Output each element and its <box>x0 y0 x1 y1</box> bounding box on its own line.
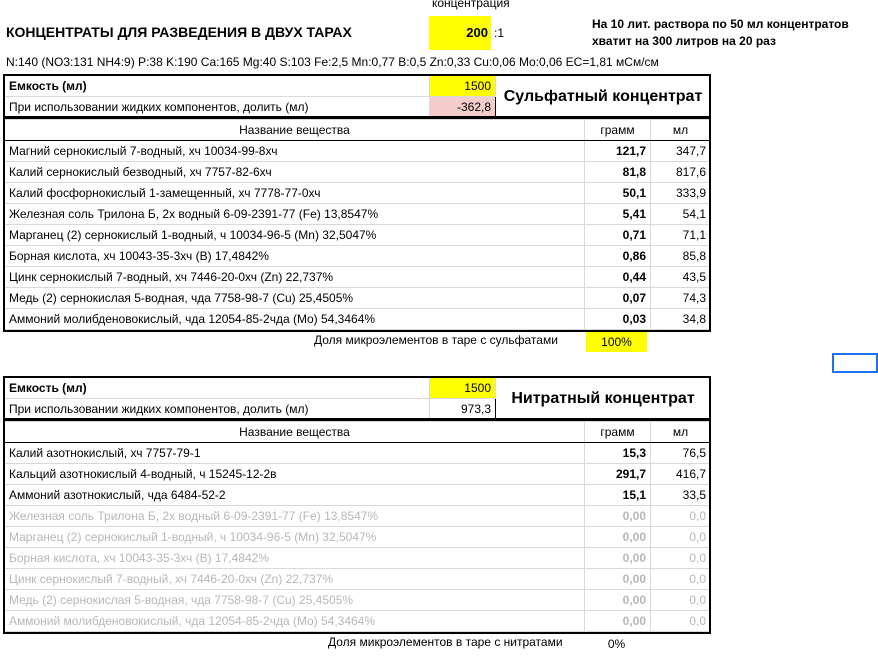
note-line-2: хватит на 300 литров на 20 раз <box>592 34 776 48</box>
sulfate-title: Сульфатный концентрат <box>496 76 711 118</box>
sulfate-share-value[interactable]: 100% <box>586 332 647 352</box>
nitrate-row <box>5 443 711 464</box>
sulfate-component-name: Борная кислота, хч 10043-35-3хч (B) 17,4842% <box>5 246 585 267</box>
sulfate-component-name: Марганец (2) сернокислый 1-водный, ч 10034-96-5 (Mn) 32,5047% <box>5 225 585 246</box>
sulfate-topup-label: При использовании жидких компонентов, долить (мл) <box>5 97 430 118</box>
nitrate-components-table <box>4 421 711 632</box>
sulfate-component-ml: 85,8 <box>651 246 711 267</box>
nitrate-row <box>5 485 711 506</box>
nitrate-component-ml: 0,0 <box>651 611 711 632</box>
sulfate-component-ml: 74,3 <box>651 288 711 309</box>
nitrate-col-name: Название вещества <box>5 422 585 443</box>
sulfate-row <box>5 141 711 162</box>
nitrate-component-gram: 15,1 <box>585 485 651 506</box>
nitrate-component-gram: 0,00 <box>585 527 651 548</box>
sulfate-component-name: Железная соль Трилона Б, 2х водный 6-09-2391-77 (Fe) 13,8547% <box>5 204 585 225</box>
nitrate-row <box>5 506 711 527</box>
sulfate-row <box>5 288 711 309</box>
sulfate-col-name: Название вещества <box>5 120 585 141</box>
sulfate-component-gram: 5,41 <box>585 204 651 225</box>
nitrate-component-gram: 291,7 <box>585 464 651 485</box>
sulfate-component-gram: 0,03 <box>585 309 651 330</box>
sulfate-table <box>4 75 711 118</box>
nutrient-formula: N:140 (NO3:131 NH4:9) P:38 K:190 Ca:165 Mg:40 S:103 Fe:2,5 Mn:0,77 B:0,5 Zn:0,33 Cu:0,06 Mo:0,06 EC=1,81 мСм/см <box>6 55 659 69</box>
sulfate-component-gram: 0,07 <box>585 288 651 309</box>
nitrate-row <box>5 590 711 611</box>
concentration-label: концентрация <box>432 0 510 10</box>
nitrate-topup-value: 973,3 <box>430 399 496 420</box>
nitrate-component-gram: 0,00 <box>585 548 651 569</box>
sulfate-components-table <box>4 119 711 330</box>
page-title: КОНЦЕНТРАТЫ ДЛЯ РАЗВЕДЕНИЯ В ДВУХ ТАРАХ <box>6 24 352 40</box>
sulfate-component-ml: 54,1 <box>651 204 711 225</box>
ratio-input[interactable]: 200 <box>429 16 491 50</box>
nitrate-title: Нитратный концентрат <box>496 378 711 420</box>
sulfate-row <box>5 183 711 204</box>
nitrate-component-name: Борная кислота, хч 10043-35-3хч (B) 17,4842% <box>5 548 585 569</box>
note-line-1: На 10 лит. раствора по 50 мл концентратов <box>592 17 849 31</box>
nitrate-component-name: Калий азотнокислый, хч 7757-79-1 <box>5 443 585 464</box>
nitrate-component-name: Аммоний азотнокислый, чда 6484-52-2 <box>5 485 585 506</box>
sulfate-component-gram: 0,86 <box>585 246 651 267</box>
nitrate-component-name: Железная соль Трилона Б, 2х водный 6-09-2391-77 (Fe) 13,8547% <box>5 506 585 527</box>
nitrate-component-gram: 0,00 <box>585 506 651 527</box>
nitrate-component-name: Марганец (2) сернокислый 1-водный, ч 10034-96-5 (Mn) 32,5047% <box>5 527 585 548</box>
nitrate-col-gram: грамм <box>585 422 651 443</box>
sulfate-component-name: Калий сернокислый безводный, хч 7757-82-6хч <box>5 162 585 183</box>
nitrate-table <box>4 377 711 420</box>
nitrate-topup-label: При использовании жидких компонентов, долить (мл) <box>5 399 430 420</box>
sulfate-share-label: Доля микроэлементов в таре с сульфатами <box>314 333 558 347</box>
sulfate-component-ml: 34,8 <box>651 309 711 330</box>
nitrate-component-gram: 0,00 <box>585 611 651 632</box>
sulfate-component-gram: 50,1 <box>585 183 651 204</box>
nitrate-component-ml: 0,0 <box>651 527 711 548</box>
nitrate-component-ml: 0,0 <box>651 569 711 590</box>
sulfate-component-gram: 0,44 <box>585 267 651 288</box>
nitrate-row <box>5 548 711 569</box>
sulfate-component-ml: 347,7 <box>651 141 711 162</box>
sulfate-component-name: Цинк сернокислый 7-водный, хч 7446-20-0хч (Zn) 22,737% <box>5 267 585 288</box>
nitrate-component-name: Кальций азотнокислый 4-водный, ч 15245-12-2в <box>5 464 585 485</box>
cell-selection[interactable] <box>832 353 878 373</box>
sulfate-component-name: Медь (2) сернокислая 5-водная, чда 7758-98-7 (Cu) 25,4505% <box>5 288 585 309</box>
sulfate-topup-value: -362,8 <box>430 97 496 118</box>
ratio-suffix: :1 <box>494 26 505 40</box>
sulfate-component-name: Калий фосфорнокислый 1-замещенный, хч 7778-77-0хч <box>5 183 585 204</box>
sulfate-row <box>5 309 711 330</box>
nitrate-col-ml: мл <box>651 422 711 443</box>
nitrate-row <box>5 569 711 590</box>
nitrate-component-name: Цинк сернокислый 7-водный, хч 7446-20-0хч (Zn) 22,737% <box>5 569 585 590</box>
sulfate-component-ml: 71,1 <box>651 225 711 246</box>
sulfate-capacity-label: Емкость (мл) <box>5 76 430 97</box>
nitrate-capacity-label: Емкость (мл) <box>5 378 430 399</box>
sulfate-col-ml: мл <box>651 120 711 141</box>
sulfate-component-name: Магний сернокислый 7-водный, хч 10034-99-8хч <box>5 141 585 162</box>
nitrate-row <box>5 611 711 632</box>
nitrate-component-ml: 0,0 <box>651 590 711 611</box>
sulfate-component-ml: 43,5 <box>651 267 711 288</box>
sulfate-row <box>5 204 711 225</box>
nitrate-component-ml: 416,7 <box>651 464 711 485</box>
sulfate-row <box>5 162 711 183</box>
nitrate-component-ml: 0,0 <box>651 548 711 569</box>
nitrate-capacity-input[interactable]: 1500 <box>430 378 496 399</box>
sulfate-component-ml: 333,9 <box>651 183 711 204</box>
sulfate-component-name: Аммоний молибденовокислый, чда 12054-85-2чда (Mo) 54,3464% <box>5 309 585 330</box>
sulfate-component-gram: 0,71 <box>585 225 651 246</box>
nitrate-component-name: Аммоний молибденовокислый, чда 12054-85-2чда (Mo) 54,3464% <box>5 611 585 632</box>
sulfate-capacity-input[interactable]: 1500 <box>430 76 496 97</box>
nitrate-component-gram: 0,00 <box>585 590 651 611</box>
nitrate-component-ml: 76,5 <box>651 443 711 464</box>
nitrate-row <box>5 464 711 485</box>
nitrate-share-value: 0% <box>607 637 626 651</box>
nitrate-component-gram: 15,3 <box>585 443 651 464</box>
sulfate-component-ml: 817,6 <box>651 162 711 183</box>
sulfate-col-gram: грамм <box>585 120 651 141</box>
nitrate-component-name: Медь (2) сернокислая 5-водная, чда 7758-98-7 (Cu) 25,4505% <box>5 590 585 611</box>
nitrate-row <box>5 527 711 548</box>
sulfate-component-gram: 121,7 <box>585 141 651 162</box>
nitrate-component-ml: 33,5 <box>651 485 711 506</box>
nitrate-component-ml: 0,0 <box>651 506 711 527</box>
nitrate-component-gram: 0,00 <box>585 569 651 590</box>
nitrate-share-label: Доля микроэлементов в таре с нитратами <box>328 635 563 649</box>
sulfate-component-gram: 81,8 <box>585 162 651 183</box>
sulfate-row <box>5 246 711 267</box>
sulfate-row <box>5 267 711 288</box>
sulfate-row <box>5 225 711 246</box>
